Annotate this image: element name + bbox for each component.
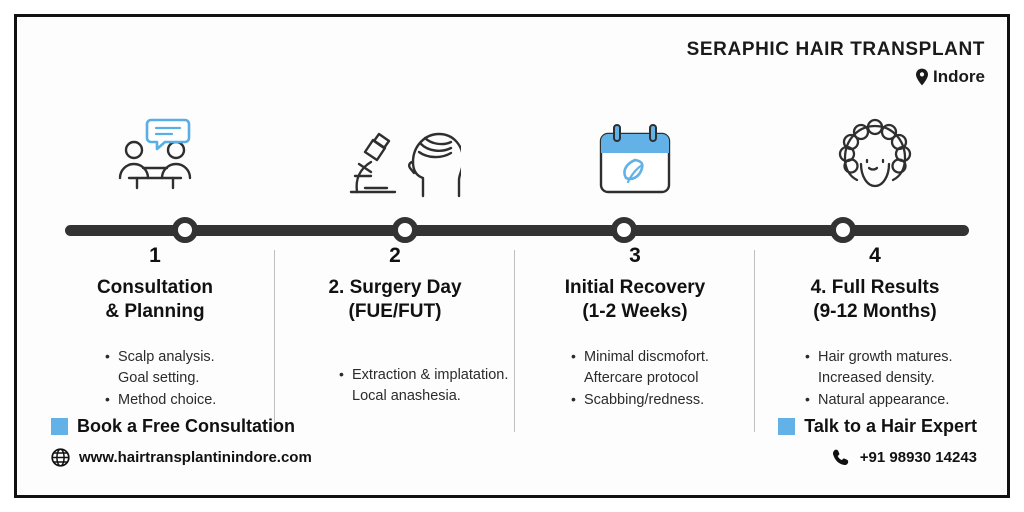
step-3-title-line2: (1-2 Weeks) bbox=[582, 301, 688, 323]
calendar-leaf-icon bbox=[592, 120, 678, 207]
step-4-bullet-3: • Natural appearance. bbox=[805, 390, 983, 412]
steps-container bbox=[35, 103, 995, 433]
step-3-bullets bbox=[515, 347, 755, 412]
step-3-number: 3 bbox=[629, 244, 641, 267]
brand-title: SERAPHIC HAIR TRANSPLANT bbox=[686, 39, 985, 60]
step-1-title-line1: Consultation bbox=[96, 277, 214, 298]
step-3-bullet-2: Aftercare protocol bbox=[584, 370, 699, 387]
step-1-bullet-3: • Method choice. bbox=[105, 390, 263, 412]
step-2-bullet-1: • Extraction & implatation. bbox=[339, 365, 503, 387]
step-2-number: 2 bbox=[389, 244, 401, 267]
accent-square-icon bbox=[778, 418, 795, 435]
step-3-icon-wrap bbox=[592, 103, 678, 207]
brand-block bbox=[687, 39, 985, 87]
step-column-1 bbox=[35, 103, 275, 433]
phone-label: +91 98930 14243 bbox=[859, 449, 977, 466]
step-2-title-line2: (FUE/FUT) bbox=[348, 301, 442, 323]
step-4-title bbox=[811, 276, 940, 325]
step-4-bullets bbox=[755, 347, 995, 412]
talk-to-expert-cta[interactable] bbox=[778, 416, 977, 437]
globe-icon bbox=[51, 448, 70, 467]
step-4-bullet-1: • Hair growth matures. bbox=[805, 347, 983, 369]
footer-left bbox=[51, 416, 312, 467]
step-4-number: 4 bbox=[869, 244, 881, 267]
step-1-bullet-1: • Scalp analysis. bbox=[105, 347, 263, 369]
step-1-number: 1 bbox=[149, 244, 161, 267]
step-column-3 bbox=[515, 103, 755, 433]
phone-row[interactable] bbox=[778, 448, 977, 467]
step-1-title bbox=[97, 276, 213, 325]
brand-location bbox=[687, 67, 985, 87]
step-2-title-line1: 2. Surgery Day bbox=[328, 277, 462, 298]
microscope-head-icon bbox=[329, 118, 461, 207]
step-1-bullet-2: Goal setting. bbox=[118, 370, 200, 387]
talk-to-expert-label: Talk to a Hair Expert bbox=[804, 416, 977, 436]
step-2-title bbox=[328, 276, 461, 325]
brand-location-label: Indore bbox=[933, 67, 985, 86]
step-1-bullets bbox=[35, 347, 275, 412]
step-1-icon-wrap bbox=[107, 103, 203, 207]
book-consultation-label: Book a Free Consultation bbox=[77, 416, 296, 436]
step-1-title-line2: & Planning bbox=[105, 301, 205, 323]
step-4-icon-wrap bbox=[831, 103, 919, 207]
step-3-bullet-3: • Scabbing/redness. bbox=[571, 390, 743, 412]
accent-square-icon bbox=[51, 418, 68, 435]
book-consultation-cta[interactable] bbox=[51, 416, 312, 437]
consultation-people-icon bbox=[107, 116, 203, 207]
step-column-2 bbox=[275, 103, 515, 433]
step-2-icon-wrap bbox=[329, 103, 461, 207]
step-2-bullet-2: Local anashesia. bbox=[352, 388, 461, 405]
footer-right bbox=[778, 416, 977, 467]
map-pin-icon bbox=[915, 68, 929, 86]
step-3-bullet-1: • Minimal discmofort. bbox=[571, 347, 743, 369]
website-row[interactable] bbox=[51, 448, 312, 467]
step-2-bullets bbox=[275, 365, 515, 409]
website-label: www.hairtransplantinindore.com bbox=[79, 449, 312, 466]
step-4-bullet-2: Increased density. bbox=[818, 370, 935, 387]
step-4-title-line1: 4. Full Results bbox=[810, 277, 940, 298]
phone-icon bbox=[832, 448, 851, 467]
full-hair-head-icon bbox=[831, 116, 919, 207]
step-3-title bbox=[565, 276, 705, 325]
infographic-frame bbox=[14, 14, 1010, 498]
step-column-4 bbox=[755, 103, 995, 433]
step-4-title-line2: (9-12 Months) bbox=[813, 301, 937, 323]
step-3-title-line1: Initial Recovery bbox=[564, 277, 706, 298]
